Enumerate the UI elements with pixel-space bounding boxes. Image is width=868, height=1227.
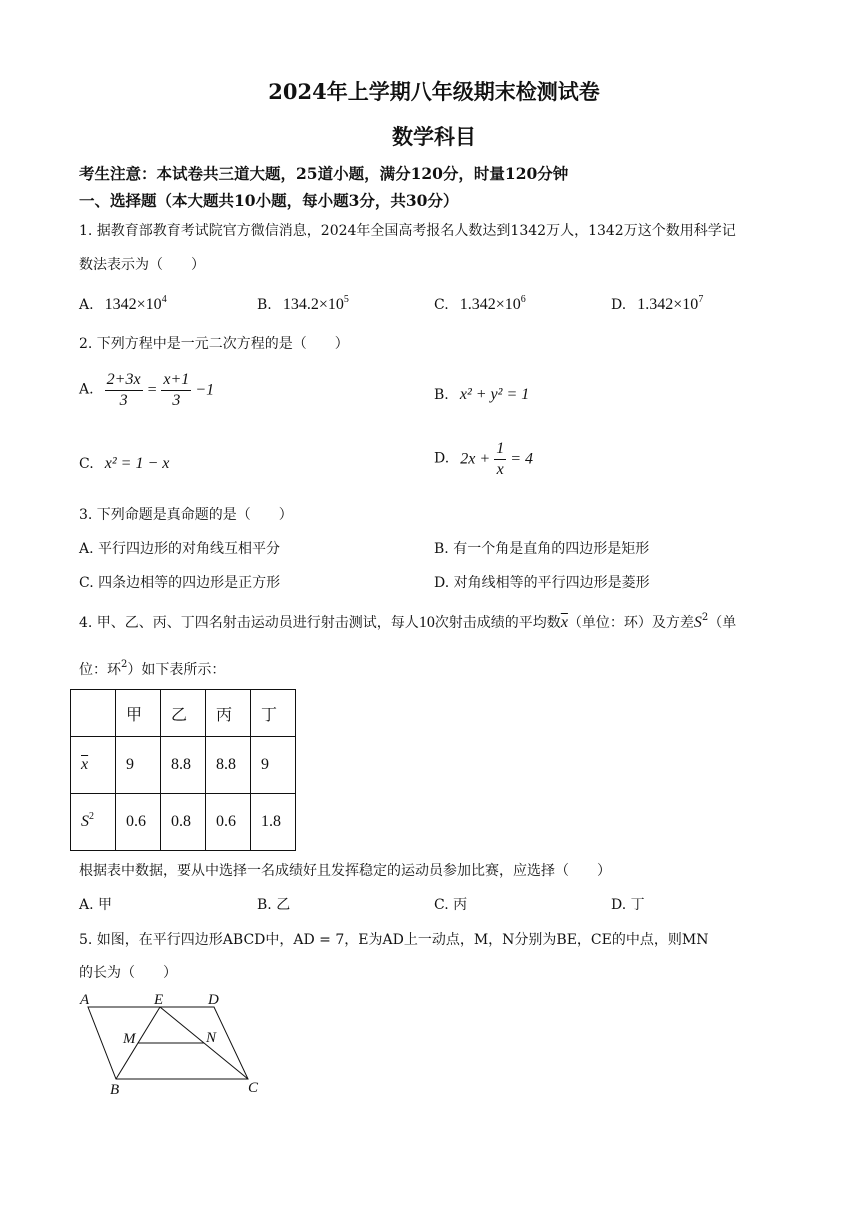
option-label: C.	[79, 456, 94, 472]
q4-option-b[interactable]: B. 乙	[257, 897, 291, 913]
option-label: B.	[257, 297, 272, 313]
q2-option-b[interactable]	[434, 384, 529, 404]
table-row-variance	[71, 794, 296, 851]
table-cell: 8.8	[206, 737, 251, 794]
table-cell: 丙	[206, 690, 251, 737]
option-value: $134.2\times 10^5$	[282, 294, 349, 313]
option-label: C.	[434, 297, 449, 313]
option-value: x² + y² = 1	[459, 386, 530, 403]
option-value: x² = 1 − x	[104, 455, 170, 472]
q3-option-d[interactable]: D. 对角线相等的平行四边形是菱形	[434, 575, 650, 591]
option-label: B.	[434, 387, 449, 403]
table-header-row	[71, 690, 296, 737]
q3-option-a[interactable]: A. 平行四边形的对角线互相平分	[79, 541, 281, 557]
q1-option-a[interactable]	[79, 294, 167, 314]
q3-option-b[interactable]: B. 有一个角是直角的四边形是矩形	[434, 541, 650, 557]
parallelogram-figure	[70, 988, 270, 1098]
q4-option-c[interactable]: C. 丙	[434, 897, 468, 913]
q2-option-c[interactable]	[79, 453, 169, 473]
table-cell: 乙	[161, 690, 206, 737]
q3-stem: 3. 下列命题是真命题的是（ ）	[79, 507, 293, 523]
label-d: D	[208, 992, 219, 1008]
exam-title: 2024年上学期八年级期末检测试卷	[268, 79, 600, 104]
q2-stem: 2. 下列方程中是一元二次方程的是（ ）	[79, 336, 349, 352]
label-b: B	[110, 1082, 120, 1098]
q4-stem-line2: 位：环$^2$）如下表所示：	[79, 659, 226, 678]
q1-option-b[interactable]	[257, 294, 349, 314]
q5-stem-line1: 5. 如图，在平行四边形ABCD中，AD = 7，E为AD上一动点，M，N分别为BE，CE的中点，则MN	[79, 932, 709, 948]
q1-option-c[interactable]	[434, 294, 526, 314]
q4-option-d[interactable]: D. 丁	[611, 897, 645, 913]
table-cell: 9	[251, 737, 296, 794]
label-c: C	[248, 1080, 259, 1096]
label-m: M	[123, 1031, 136, 1047]
option-label: A.	[79, 381, 94, 398]
q4-followup: 根据表中数据，要从中选择一名成绩好且发挥稳定的运动员参加比赛，应选择（ ）	[79, 863, 611, 879]
q1-stem-line1: 1. 据教育部教育考试院官方微信消息，2024年全国高考报名人数达到1342万人，1342万这个数用科学记	[79, 223, 736, 239]
q1-option-d[interactable]	[611, 294, 703, 314]
label-e: E	[154, 992, 164, 1008]
table-cell: 丁	[251, 690, 296, 737]
table-cell: 0.6	[206, 794, 251, 851]
option-value: $1.342\times 10^6$	[459, 294, 526, 313]
q3-option-c[interactable]: C. 四条边相等的四边形是正方形	[79, 575, 281, 591]
exam-notice: 考生注意：本试卷共三道大题，25道小题，满分120分，时量120分钟	[79, 164, 569, 183]
table-cell: 0.8	[161, 794, 206, 851]
table-row-mean	[71, 737, 296, 794]
table-cell: 甲	[116, 690, 161, 737]
option-value: $1.342\times 10^7$	[637, 294, 704, 313]
table-cell: 9	[116, 737, 161, 794]
option-value: $1342\times 10^4$	[104, 294, 167, 313]
section-heading: 一、选择题（本大题共10小题，每小题3分，共30分）	[79, 191, 459, 210]
subject-title: 数学科目	[392, 124, 476, 149]
option-value: $\frac{2+3x}{3}$ = $\frac{x+1}{3}$ −1	[106, 371, 215, 409]
q5-stem-line2: 的长为（ ）	[79, 965, 177, 981]
option-value: 2x + $\frac{1}{x}$ = 4	[460, 440, 533, 478]
q2-option-d[interactable]	[434, 439, 533, 480]
table-cell: 8.8	[161, 737, 206, 794]
table-row-label: $S^2$	[71, 794, 116, 851]
table-row-label: $\overline{x}$	[71, 737, 116, 794]
table-cell: 0.6	[116, 794, 161, 851]
q1-stem-line2: 数法表示为（ ）	[79, 257, 205, 273]
option-label: D.	[611, 297, 627, 313]
q4-option-a[interactable]: A. 甲	[79, 897, 113, 913]
option-label: A.	[79, 297, 94, 313]
stats-table	[70, 689, 296, 851]
label-n: N	[206, 1030, 217, 1046]
table-cell: 1.8	[251, 794, 296, 851]
q2-option-a[interactable]	[79, 370, 214, 411]
table-cell	[71, 690, 116, 737]
q4-stem-line1: 4. 甲、乙、丙、丁四名射击运动员进行射击测试，每人10次射击成绩的平均数$\overline{x}$（单位：环）及方差$S^2$（单	[79, 612, 737, 631]
option-label: D.	[434, 450, 450, 467]
label-a: A	[80, 992, 90, 1008]
